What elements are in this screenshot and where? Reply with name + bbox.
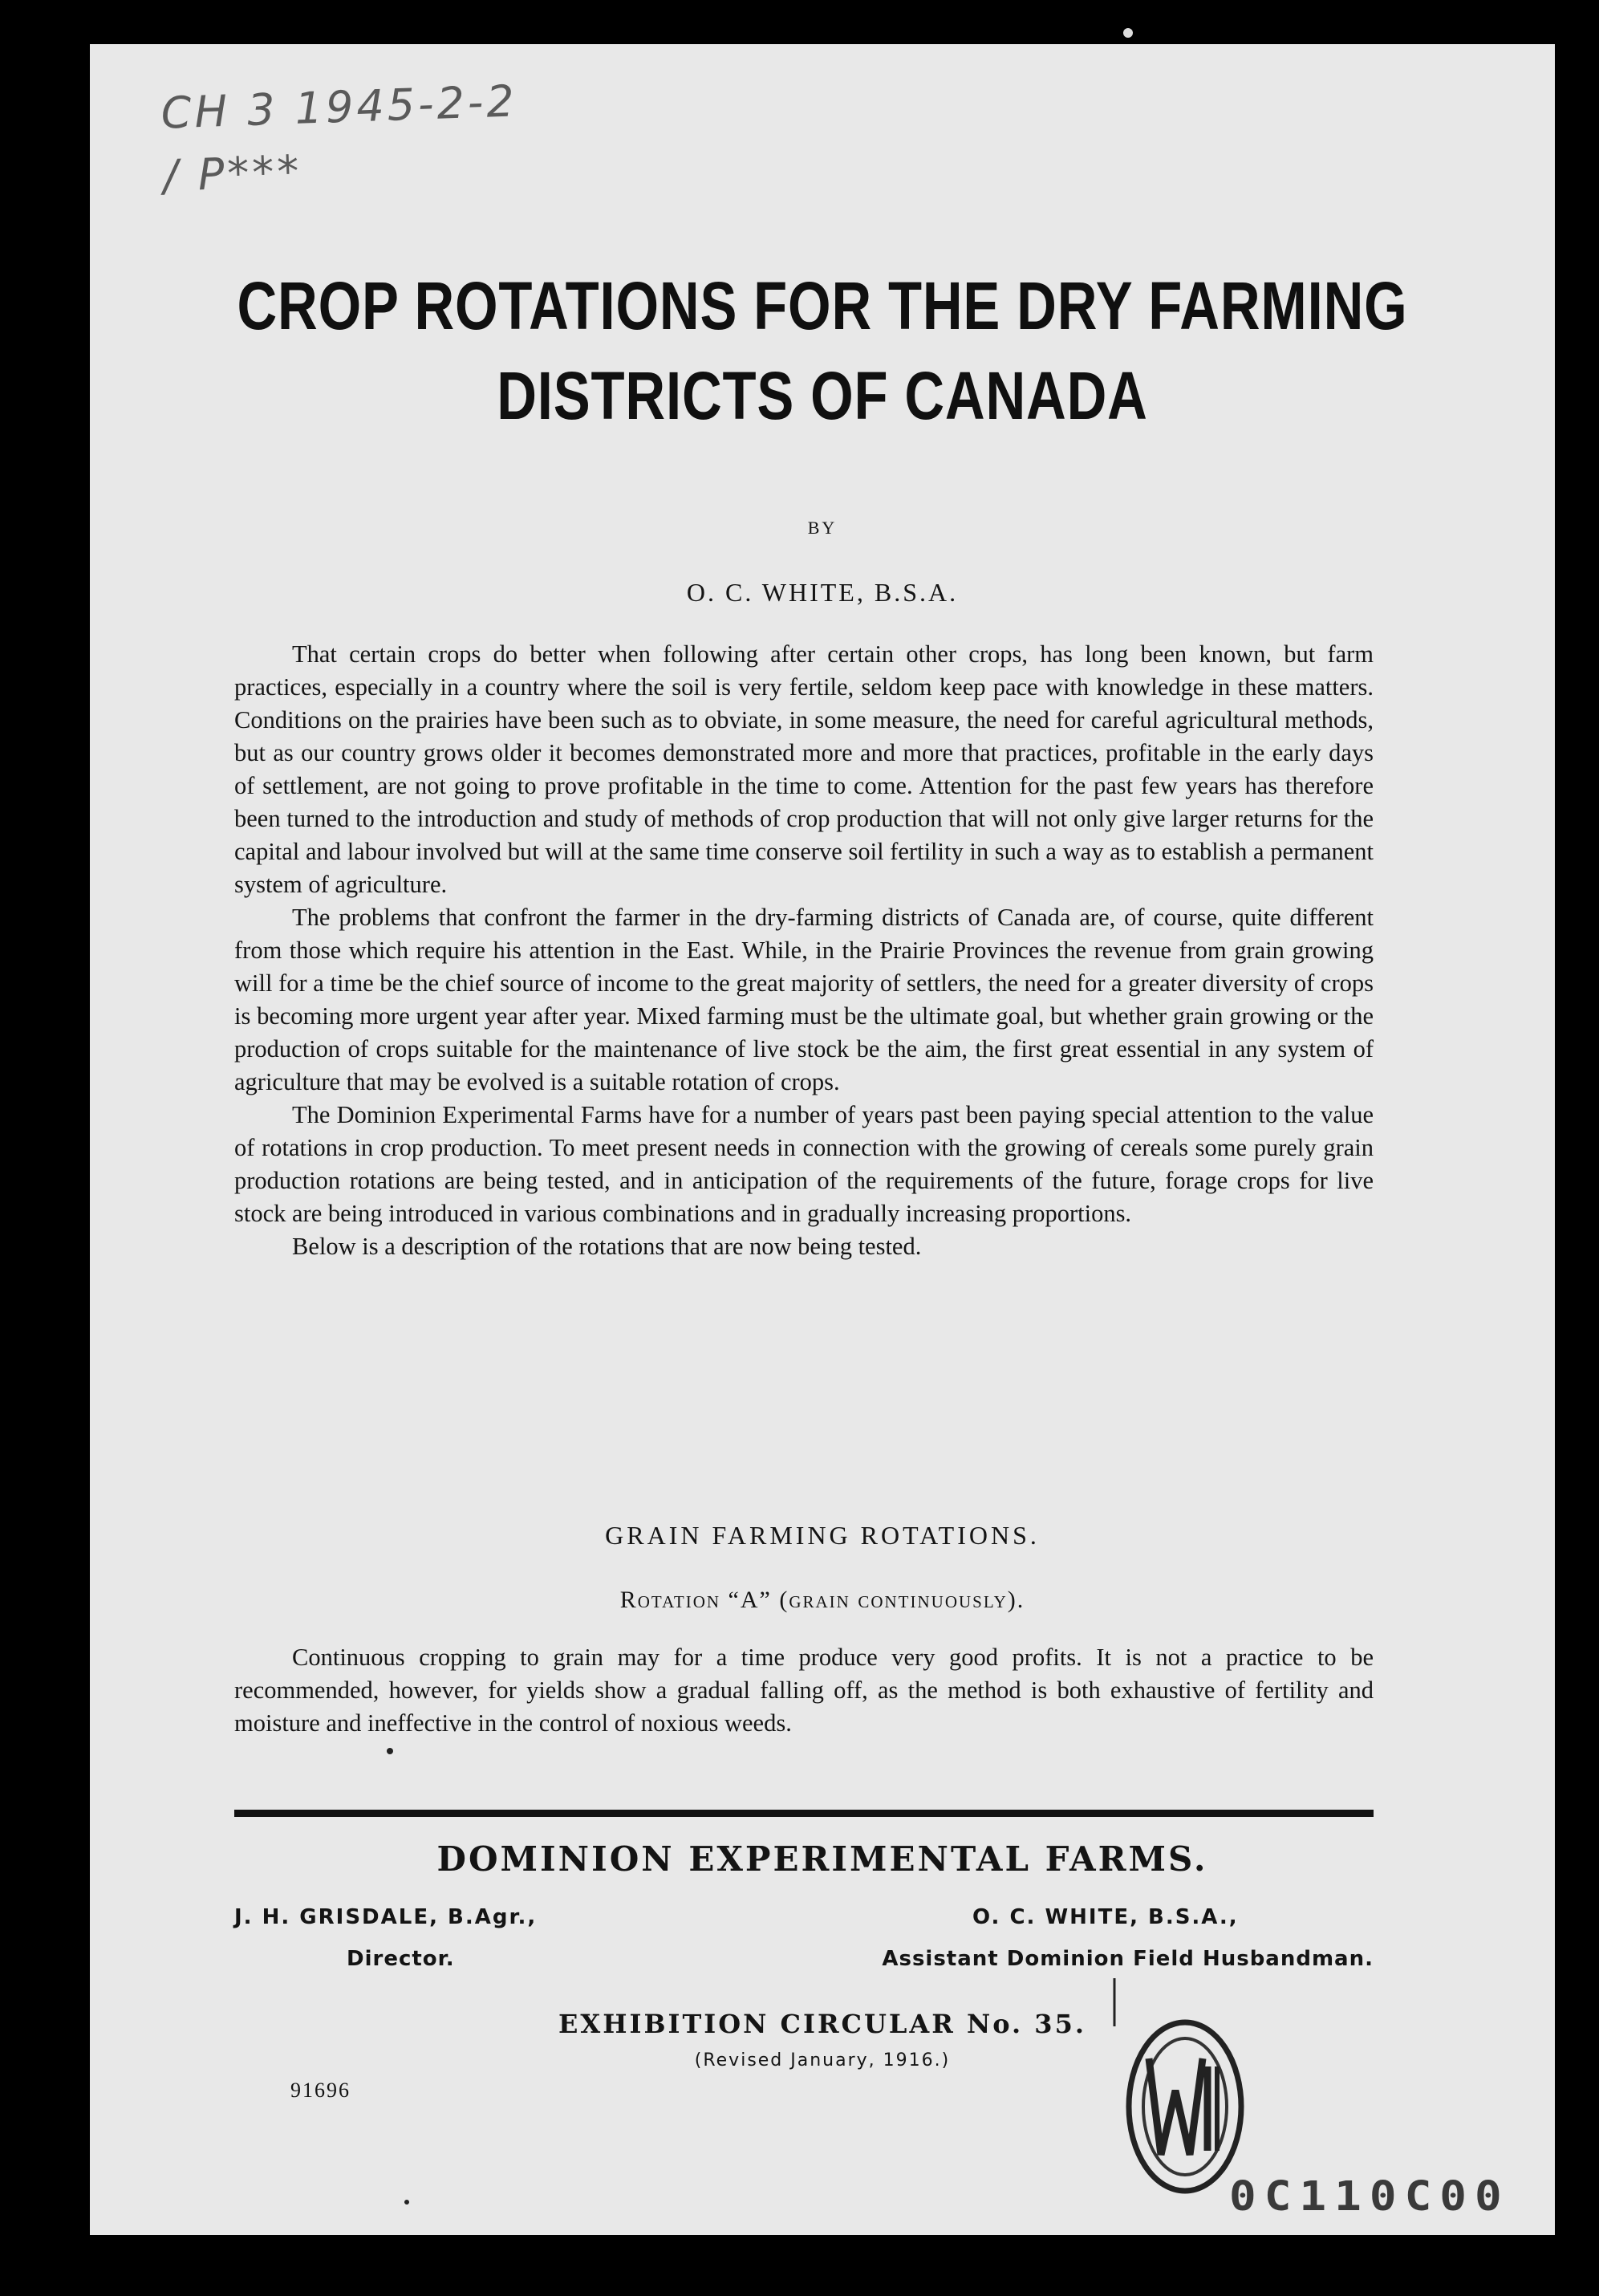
director-role: Director. xyxy=(347,1947,455,1971)
author-name: O. C. WHITE, B.S.A. xyxy=(686,578,959,607)
print-number: 91696 xyxy=(290,2079,351,2102)
rotation-heading: Rotation “A” (grain continuously). xyxy=(619,1587,1025,1613)
microfiche-serial-number: 0C110C00 xyxy=(1229,2173,1510,2221)
speck-mark xyxy=(387,1748,393,1754)
rotation-paragraph: Continuous cropping to grain may for a time produce very good profits. It is not a practice to be recommended, however, for yields show a gradual falling off, as the method is both exhaustive of fertility and moisture and ineffective in the control of noxious weeds. xyxy=(234,1644,1374,1737)
by-label: BY xyxy=(807,518,838,538)
field-husbandman-signature-block xyxy=(860,1896,1374,1980)
divider-rule xyxy=(234,1810,1374,1817)
organization-name: DOMINION EXPERIMENTAL FARMS. xyxy=(436,1839,1208,1879)
director-signature-block xyxy=(234,1896,537,1980)
body-paragraph-3: The Dominion Experimental Farms have for a number of years past been paying special attention to the value of rotations in crop production. To meet present needs in connection with the growing of cereals some purely grain production rotations are being tested, and in anticipation of the requirements of the future, forage crops for live stock are being introduced in various combinations and in gradually increasing proportions. xyxy=(234,1101,1374,1227)
body-paragraph-1: That certain crops do better when following after certain other crops, has long been known, but farm practices, especially in a country where the soil is very fertile, seldom keep pace with knowledge in these matters. Conditions on the prairies have been such as to obviate, in some measure, the need for careful agricultural methods, but as our country grows older it becomes demonstrated more and more that practices, profitable in the early days of settlement, are not going to prove profitable in the time to come. Attention for the past few years has therefore been turned to the introduction and study of methods of crop production that will not only give larger returns for the capital and labour involved but will at the same time conserve soil fertility in such a way as to establish a permanent system of agriculture. xyxy=(234,640,1374,898)
circular-number: EXHIBITION CIRCULAR No. 35. xyxy=(558,2009,1086,2039)
section-heading: GRAIN FARMING ROTATIONS. xyxy=(605,1521,1040,1550)
rotation-description xyxy=(234,1641,1374,1740)
library-stamp-monogram xyxy=(1105,1970,1265,2203)
director-name: J. H. GRISDALE, B.Agr., xyxy=(234,1905,538,1929)
handwritten-note-line-2: / P*** xyxy=(162,145,303,201)
field-husbandman-name: O. C. WHITE, B.S.A., xyxy=(972,1905,1239,1929)
speck-mark xyxy=(1123,28,1133,38)
document-page xyxy=(90,44,1555,2235)
document-title xyxy=(221,261,1422,441)
revision-date: (Revised January, 1916.) xyxy=(694,2050,951,2070)
body-paragraph-2: The problems that confront the farmer in the dry-farming districts of Canada are, of course, quite different from those which require his attention in the East. While, in the Prairie Provinces the revenue from grain growing will for a time be the chief source of income to the great majority of settlers, the need for a greater diversity of crops is becoming more urgent year after year. Mixed farming must be the ultimate goal, but whether grain growing or the production of crops suitable for the maintenance of live stock be the aim, the first great essential in any system of agriculture that may be evolved is a suitable rotation of crops. xyxy=(234,904,1374,1095)
field-husbandman-role: Assistant Dominion Field Husbandman. xyxy=(882,1947,1374,1971)
handwritten-note-line-1: CH 3 1945-2-2 xyxy=(160,75,518,139)
handwritten-catalog-note xyxy=(160,70,520,207)
body-paragraph-4: Below is a description of the rotations that are now being tested. xyxy=(292,1233,922,1260)
title-line-2: DISTRICTS OF CANADA xyxy=(497,358,1148,433)
title-line-1: CROP ROTATIONS FOR THE DRY FARMING xyxy=(237,268,1408,343)
speck-mark xyxy=(404,2200,409,2205)
introduction-body xyxy=(234,638,1374,1263)
